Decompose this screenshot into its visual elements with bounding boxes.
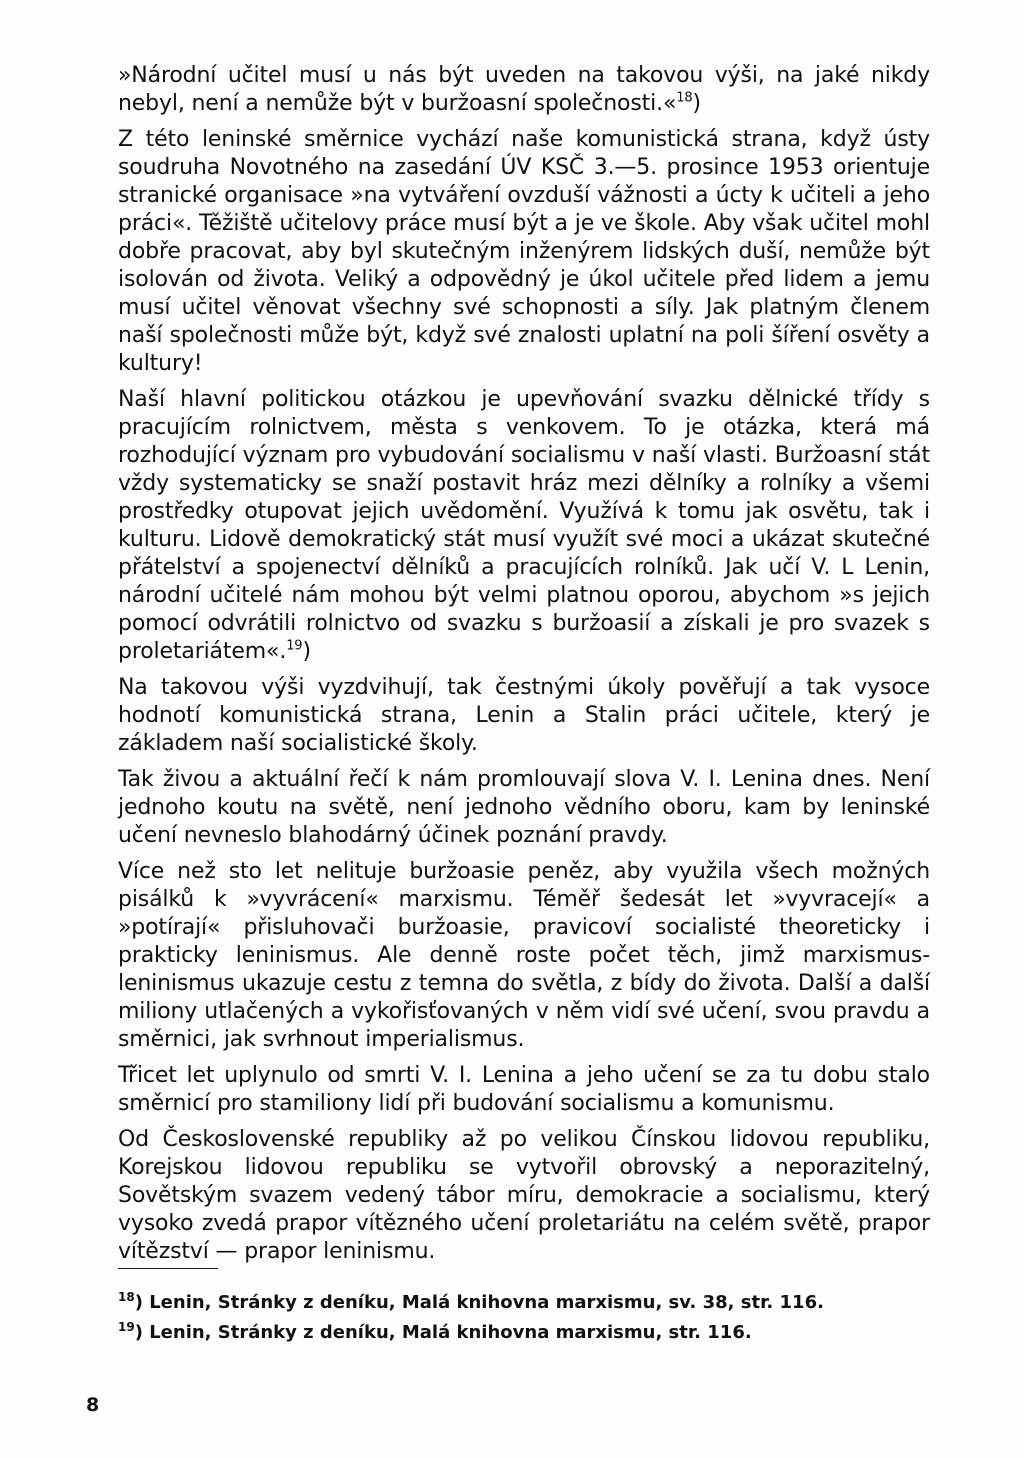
footnote-19 (118, 1318, 930, 1348)
footnote-text: ) Lenin, Stránky z deníku, Malá knihovna marxismu, str. 116. (134, 1322, 752, 1343)
footnote-divider (118, 1268, 218, 1269)
footnote-reference: 18 (676, 90, 693, 106)
footnote-18 (118, 1288, 930, 1318)
paragraph-text: Více než sto let nelituje buržoasie peněz, aby využila všech možných pisálků k »vyvrácení« marxismu. Téměř šedesát let »vyvracejí« a »potírají« přisluhovači buržoasie, pravicoví socialisté theoreticky i prakticky leninismus. Ale denně roste počet těch, jimž marxismus-leninismus ukazuje cestu z temna do světla, z bídy do života. Další a další miliony utlačených a vykořisťovaných v něm vidí své učení, svou pravdu a směrnici, jak svrhnout imperialismus. (118, 859, 930, 1052)
paragraph-text: Na takovou výši vyzdvihují, tak čestnými úkoly pověřují a tak vysoce hodnotí komunistická strana, Lenin a Stalin práci učitele, který je základem naší socialistické školy. (118, 675, 930, 756)
paragraph-text: Tak živou a aktuální řečí k nám promlouvají slova V. I. Lenina dnes. Není jednoho koutu na světě, není jednoho vědního oboru, kam by leninské učení nevneslo blahodárný účinek poznání pravdy. (118, 767, 930, 848)
footnote-reference-paren: ) (302, 639, 311, 664)
footnotes (118, 1288, 930, 1348)
paragraph-text: Naší hlavní politickou otázkou je upevňování svazku dělnické třídy s pracujícím rolnictvem, města s venkovem. To je otázka, která má rozhodující význam pro vybudování socialismu v naší vlasti. Buržoasní stát vždy systematicky se snaží postavit hráz mezi dělníky a rolníky a všemi prostředky otupovat jejich uvědomění. Využívá k tomu jak osvětu, tak i kulturu. Lidově demokratický stát musí využít své moci a ukázat skutečné přátelství a spojenectví dělníků a pracujících rolníků. Jak učí V. L Lenin, národní učitelé nám mohou být velmi platnou oporou, abychom »s jejich pomocí odvrátili rolnictvo od svazku s buržoasií a získali je pro svazek s proletariátem«. (118, 387, 930, 664)
paragraph-text: Z této leninské směrnice vychází naše komunistická strana, když ústy soudruha Novotného na zasedání ÚV KSČ 3.—5. prosince 1953 orientuje stranické organisace »na vytváření ovzduší vážnosti a úcty k učiteli a jeho práci«. Těžiště učitelovy práce musí být a je ve škole. Aby však učitel mohl dobře pracovat, aby byl skutečným inženýrem lidských duší, nemůže být isolován od života. Veliký a odpovědný je úkol učitele před lidem a jemu musí učitel věnovat všechny své schopnosti a síly. Jak platným členem naší společnosti může být, když své znalosti uplatní na poli šíření osvěty a kultury! (118, 127, 930, 376)
paragraph-text: »Národní učitel musí u nás být uveden na takovou výši, na jaké nikdy nebyl, není a nemůže být v buržoasní společnosti.« (118, 63, 930, 116)
footnote-reference: 19 (286, 638, 303, 654)
paragraph-1 (118, 62, 930, 118)
footnote-mark: 19 (118, 1320, 135, 1334)
footnote-text: ) Lenin, Stránky z deníku, Malá knihovna marxismu, sv. 38, str. 116. (134, 1292, 824, 1313)
page-number: 8 (86, 1394, 100, 1416)
paragraph-5 (118, 766, 930, 850)
paragraph-6 (118, 858, 930, 1054)
paragraph-text: Třicet let uplynulo od smrti V. I. Lenina a jeho učení se za tu dobu stalo směrnicí pro stamiliony lidí při budování socialismu a komunismu. (118, 1063, 930, 1116)
paragraph-7 (118, 1062, 930, 1118)
paragraph-2 (118, 126, 930, 378)
footnote-mark: 18 (118, 1290, 135, 1304)
footnote-reference-paren: ) (692, 91, 701, 116)
body-text (118, 62, 930, 1274)
paragraph-text: Od Československé republiky až po velikou Čínskou lidovou republiku, Korejskou lidovou republiku se vytvořil obrovský a neporazitelný, Sovětským svazem vedený tábor míru, demokracie a socialismu, který vysoko zvedá prapor vítězného učení proletariátu na celém světě, prapor vítězství — prapor leninismu. (118, 1127, 930, 1264)
paragraph-3 (118, 386, 930, 666)
paragraph-8 (118, 1126, 930, 1266)
paragraph-4 (118, 674, 930, 758)
